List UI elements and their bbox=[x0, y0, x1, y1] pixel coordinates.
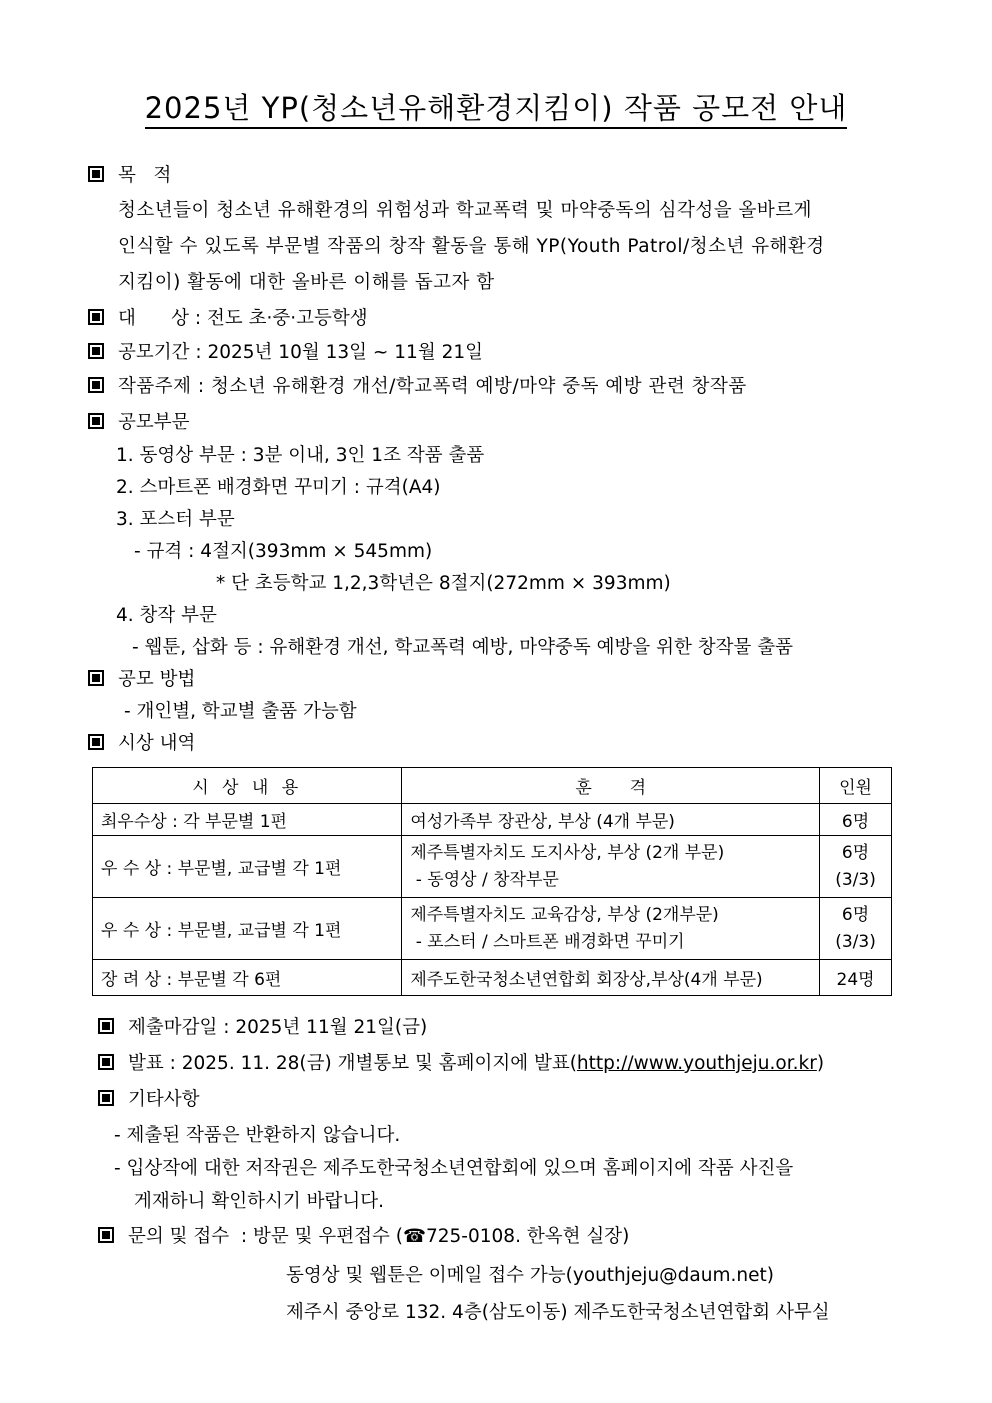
table-row bbox=[93, 804, 892, 836]
categories-heading: 공모부문 bbox=[88, 411, 189, 435]
square-bullet-icon bbox=[98, 1054, 114, 1070]
contact-line: 문의 및 접수 : 방문 및 우편접수 (☎725-0108. 한옥현 실장) bbox=[98, 1225, 629, 1249]
square-bullet-icon bbox=[98, 1227, 114, 1243]
award-honor: 제주도한국청소년연합회 회장상,부상(4개 부문) bbox=[402, 960, 820, 996]
award-honor: 제주특별자치도 도지사상, 부상 (2개 부문) - 동영상 / 창작부문 bbox=[402, 836, 820, 898]
method-line: - 개인별, 학교별 출품 가능함 bbox=[124, 701, 357, 722]
misc-heading: 기타사항 bbox=[98, 1088, 199, 1112]
announcement-line: 발표 : 2025. 11. 28(금) 개별통보 및 홈페이지에 발표(http://www.youthjeju.or.kr) bbox=[98, 1052, 824, 1076]
table-row bbox=[93, 960, 892, 996]
theme-line: 작품주제 : 청소년 유해환경 개선/학교폭력 예방/마약 중독 예방 관련 창작품 bbox=[88, 375, 747, 399]
poster-size-note: * 단 초등학교 1,2,3학년은 8절지(272mm × 393mm) bbox=[216, 573, 671, 594]
award-count: 6명 (3/3) bbox=[820, 898, 892, 960]
award-honor: 여성가족부 장관상, 부상 (4개 부문) bbox=[402, 804, 820, 836]
homepage-link[interactable]: http://www.youthjeju.or.kr bbox=[576, 1053, 817, 1074]
table-row bbox=[93, 836, 892, 898]
purpose-line-3: 지킴이) 활동에 대한 올바른 이해를 돕고자 함 bbox=[118, 272, 495, 293]
category-creative: 4. 창작 부문 bbox=[116, 605, 217, 626]
period-line: 공모기간 : 2025년 10월 13일 ~ 11월 21일 bbox=[88, 341, 483, 365]
award-honor: 제주특별자치도 교육감상, 부상 (2개부문) - 포스터 / 스마트폰 배경화면 꾸미기 bbox=[402, 898, 820, 960]
purpose-line-1: 청소년들이 청소년 유해환경의 위험성과 학교폭력 및 마약중독의 심각성을 올바르게 bbox=[118, 200, 813, 221]
award-count: 6명 bbox=[820, 804, 892, 836]
square-bullet-icon bbox=[88, 343, 104, 359]
method-heading: 공모 방법 bbox=[88, 668, 195, 692]
misc-line-2: - 입상작에 대한 저작권은 제주도한국청소년연합회에 있으며 홈페이지에 작품 사진을 bbox=[114, 1158, 794, 1179]
award-name: 우 수 상 : 부문별, 교급별 각 1편 bbox=[93, 836, 402, 898]
award-name: 우 수 상 : 부문별, 교급별 각 1편 bbox=[93, 898, 402, 960]
page-title bbox=[0, 86, 992, 127]
page-title-text: 2025년 YP(청소년유해환경지킴이) 작품 공모전 안내 bbox=[145, 91, 848, 129]
table-row bbox=[93, 898, 892, 960]
square-bullet-icon bbox=[88, 734, 104, 750]
telephone-icon: ☎ bbox=[402, 1226, 426, 1247]
creative-detail: - 웹툰, 삽화 등 : 유해환경 개선, 학교폭력 예방, 마약중독 예방을 위한 창작물 출품 bbox=[132, 637, 794, 658]
square-bullet-icon bbox=[88, 670, 104, 686]
deadline-line: 제출마감일 : 2025년 11월 21일(금) bbox=[98, 1016, 427, 1040]
awards-heading: 시상 내역 bbox=[88, 732, 195, 756]
contact-address-line: 제주시 중앙로 132. 4층(삼도이동) 제주도한국청소년연합회 사무실 bbox=[286, 1302, 830, 1323]
awards-table bbox=[92, 767, 892, 996]
award-count: 6명 (3/3) bbox=[820, 836, 892, 898]
misc-line-3: 게재하니 확인하시기 바랍니다. bbox=[134, 1191, 384, 1212]
award-name: 장 려 상 : 부문별 각 6편 bbox=[93, 960, 402, 996]
award-name: 최우수상 : 각 부문별 1편 bbox=[93, 804, 402, 836]
square-bullet-icon bbox=[98, 1018, 114, 1034]
square-bullet-icon bbox=[88, 166, 104, 182]
category-video: 1. 동영상 부문 : 3분 이내, 3인 1조 작품 출품 bbox=[116, 445, 485, 466]
header-count: 인원 bbox=[820, 768, 892, 804]
header-honor: 훈 격 bbox=[402, 768, 820, 804]
category-poster: 3. 포스터 부문 bbox=[116, 509, 235, 530]
square-bullet-icon bbox=[88, 309, 104, 325]
purpose-heading: 목 적 bbox=[88, 164, 171, 188]
table-header-row bbox=[93, 768, 892, 804]
poster-size: - 규격 : 4절지(393mm × 545mm) bbox=[134, 541, 433, 562]
square-bullet-icon bbox=[88, 377, 104, 393]
contact-email-line: 동영상 및 웹툰은 이메일 접수 가능(youthjeju@daum.net) bbox=[286, 1265, 774, 1286]
misc-line-1: - 제출된 작품은 반환하지 않습니다. bbox=[114, 1125, 401, 1146]
header-award: 시 상 내 용 bbox=[93, 768, 402, 804]
square-bullet-icon bbox=[98, 1090, 114, 1106]
purpose-line-2: 인식할 수 있도록 부문별 작품의 창작 활동을 통해 YP(Youth Patrol/청소년 유해환경 bbox=[118, 236, 825, 257]
target-line: 대 상 : 전도 초·중·고등학생 bbox=[88, 307, 368, 331]
category-wallpaper: 2. 스마트폰 배경화면 꾸미기 : 규격(A4) bbox=[116, 477, 441, 498]
award-count: 24명 bbox=[820, 960, 892, 996]
square-bullet-icon bbox=[88, 413, 104, 429]
